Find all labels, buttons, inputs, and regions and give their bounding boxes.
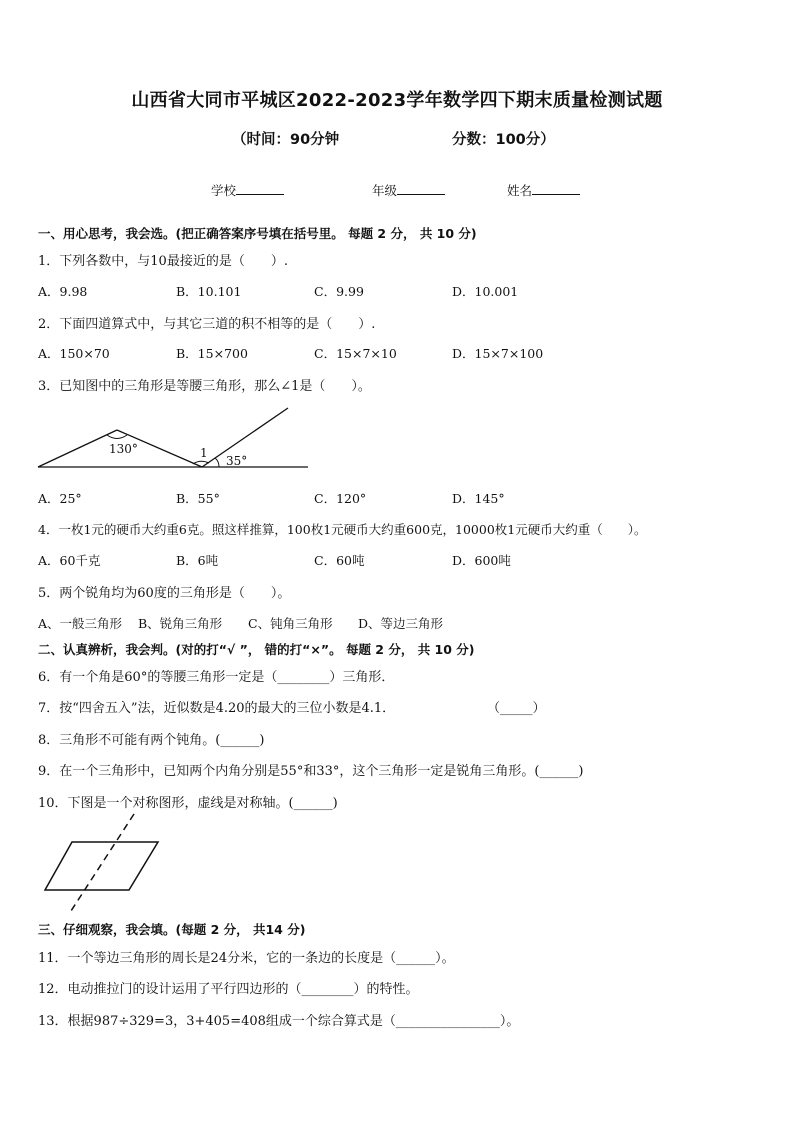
q5-option-d[interactable]: D、等边三角形 [358, 616, 444, 631]
q4-option-b[interactable]: B．6吨 [176, 553, 219, 568]
angle2-arc [215, 458, 219, 467]
q7-answer-blank[interactable]: （_____） [487, 701, 546, 716]
grade-blank[interactable] [397, 182, 445, 195]
q1-option-d[interactable]: D．10.001 [452, 284, 519, 299]
q3-option-d[interactable]: D．145° [452, 491, 505, 506]
q2-option-b[interactable]: B．15×700 [176, 346, 248, 361]
q3-option-a[interactable]: A．25° [38, 491, 82, 506]
top-angle-arc [107, 435, 127, 439]
exam-time: （时间：90分钟 [232, 132, 340, 148]
name-blank[interactable] [532, 182, 580, 195]
q3-option-c[interactable]: C．120° [314, 491, 367, 506]
question-12: 12．电动推拉门的设计运用了平行四边形的（________）的特性。 [38, 982, 419, 997]
question-8: 8．三角形不可能有两个钝角。(______) [38, 733, 265, 748]
top-angle-label: 130° [109, 442, 138, 456]
school-label: 学校 [211, 183, 237, 198]
symmetry-axis [69, 814, 134, 914]
question-11: 11．一个等边三角形的周长是24分米，它的一条边的长度是（______）。 [38, 951, 455, 966]
question-4: 4．一枚1元的硬币大约重6克。照这样推算，100枚1元硬币大约重600克，10000枚1元硬币大约重（ ）。 [38, 522, 647, 537]
grade-field[interactable] [372, 181, 445, 199]
q3-option-b[interactable]: B．55° [176, 491, 220, 506]
q1-option-c[interactable]: C．9.99 [314, 284, 364, 299]
question-7: 7．按“四舍五入”法，近似数是4.20的最大的三位小数是4.1． [38, 701, 396, 716]
exam-score: 分数：100分） [452, 132, 555, 148]
left-side [38, 430, 117, 467]
q3-triangle-figure [0, 400, 320, 475]
section1-title: 一、用心思考，我会选。(把正确答案序号填在括号里。 每题 2 分， 共 10 分) [38, 226, 477, 241]
q5-option-b[interactable]: B、锐角三角形 [138, 616, 223, 631]
question-13: 13．根据987÷329=3，3+405=408组成一个综合算式是（________________）。 [38, 1014, 520, 1029]
question-5: 5．两个锐角均为60度的三角形是（ ）。 [38, 586, 291, 601]
name-label: 姓名 [507, 183, 533, 198]
angle1-label: 1 [200, 446, 208, 460]
grade-label: 年级 [372, 183, 398, 198]
school-field[interactable] [211, 181, 284, 199]
q1-option-a[interactable]: A．9.98 [38, 284, 88, 299]
q10-parallelogram-figure [0, 810, 200, 920]
q2-option-c[interactable]: C．15×7×10 [314, 346, 397, 361]
question-2: 2．下面四道算式中，与其它三道的积不相等的是（ ）. [38, 317, 376, 332]
section2-title: 二、认真辨析，我会判。(对的打“√ ”， 错的打“×”。 每题 2 分， 共 10 分) [38, 642, 475, 657]
page-title: 山西省大同市平城区2022-2023学年数学四下期末质量检测试题 [131, 90, 663, 111]
school-blank[interactable] [236, 182, 284, 195]
q5-option-a[interactable]: A、一般三角形 [38, 616, 123, 631]
name-field[interactable] [507, 181, 580, 199]
q2-option-d[interactable]: D．15×7×100 [452, 346, 544, 361]
q4-option-c[interactable]: C．60吨 [314, 553, 365, 568]
parallelogram [45, 842, 158, 890]
q4-option-a[interactable]: A．60千克 [38, 553, 101, 568]
angle2-label: 35° [226, 454, 248, 468]
q1-option-b[interactable]: B．10.101 [176, 284, 242, 299]
q4-option-d[interactable]: D．600吨 [452, 553, 511, 568]
question-9: 9．在一个三角形中，已知两个内角分别是55°和33°，这个三角形一定是锐角三角形。(______) [38, 764, 584, 779]
question-10: 10．下图是一个对称图形，虚线是对称轴。(______) [38, 796, 338, 811]
section3-title: 三、仔细观察，我会填。(每题 2 分， 共14 分) [38, 922, 306, 937]
question-6: 6．有一个角是60°的等腰三角形一定是（________）三角形． [38, 670, 395, 685]
q2-option-a[interactable]: A．150×70 [38, 346, 110, 361]
question-3: 3．已知图中的三角形是等腰三角形，那么∠1是（ ）。 [38, 379, 371, 394]
question-1: 1．下列各数中，与10最接近的是（ ）. [38, 254, 288, 269]
q5-option-c[interactable]: C、钝角三角形 [248, 616, 333, 631]
